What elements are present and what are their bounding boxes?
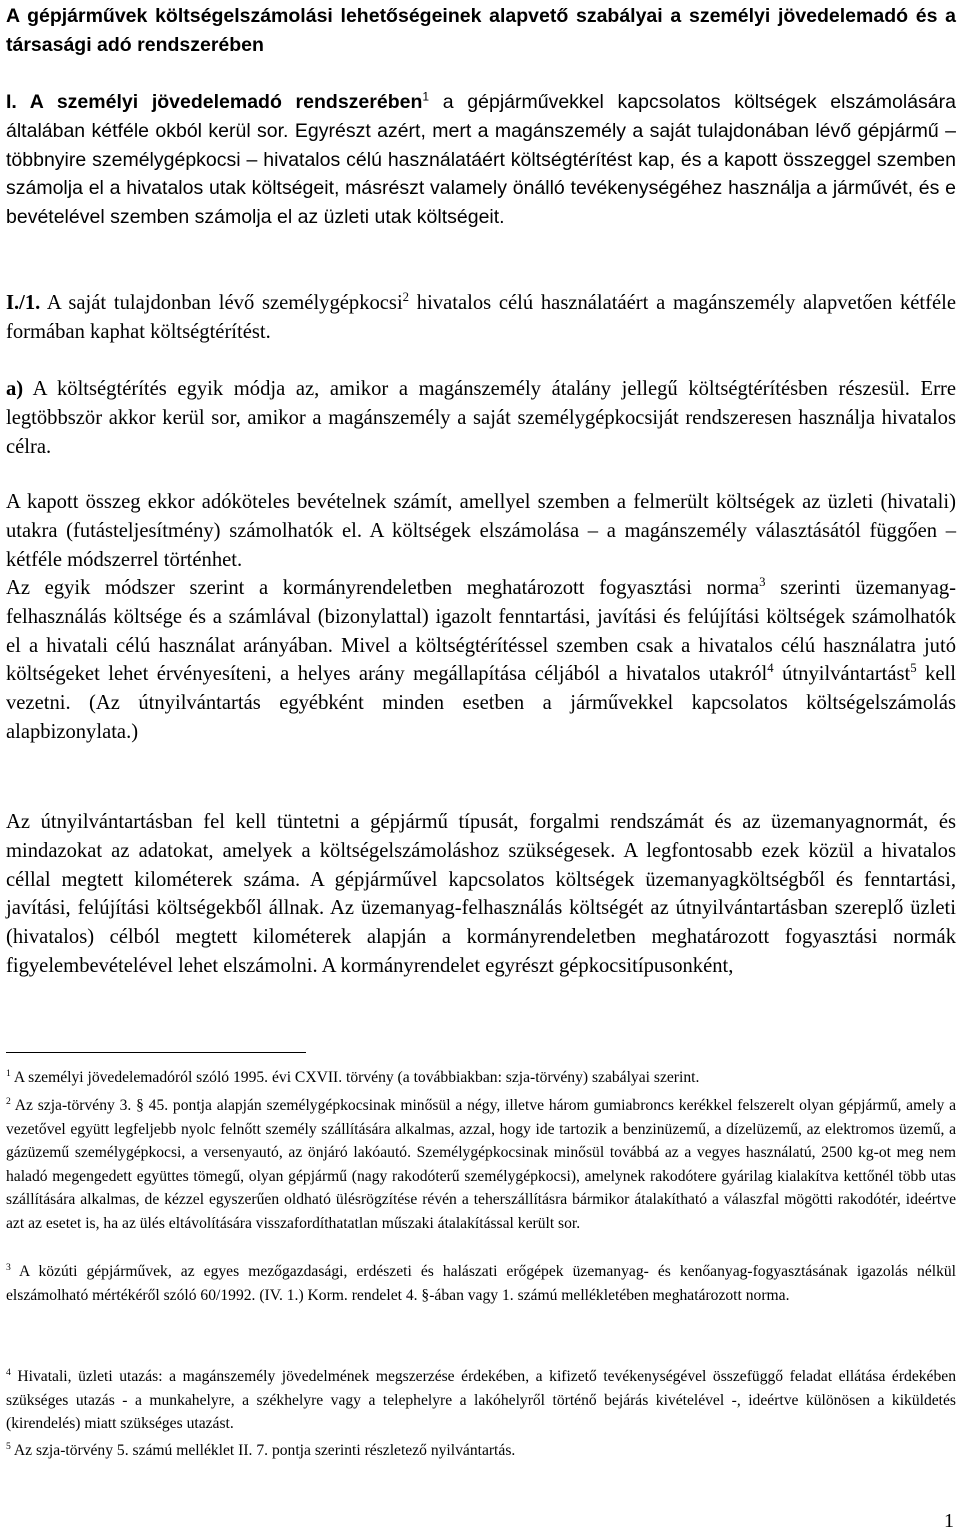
footnote-number: 1 bbox=[6, 1067, 11, 1079]
footnote-text: A közúti gépjárművek, az egyes mezőgazdasági, erdészeti és halászati erőgépek üzemanyag- és kenőanyag-fogyasztásának igazolás nélkül elszámolható mértékéről szóló 60/1992. (IV. 1.) Korm. rendelet 4. §-ában vagy 1. számú mellékletében meghatározott norma. bbox=[6, 1263, 956, 1304]
footnote-text: Az szja-törvény 5. számú melléklet II. 7. pontja szerinti részletező nyilvántartás. bbox=[10, 1442, 516, 1459]
footnote-text: Az szja-törvény 3. § 45. pontja alapján személygépkocsinak minősül a négy, illetve három gumiabroncs kerékkel felszerelt olyan gépjármű, amely a vezetővel együtt legfeljebb nyolc felnőtt személy szállítására alkalmas, azzal, hogy ide tartozik a benzinüzemű, a dízelüzemű, az elektromos üzemű, a gázüzemű személygépkocsi, a versenyautó, az önjáró lakóautó. Személygépkocsinak minősül továbbá az a vegyes használatú, 2500 kg-ot meg nem haladó megengedett együttes tömegű, olyan gépjármű (nagy rakodóterű személygépkocsi), amelynek rakodótere gyárilag kialakítva kettőnél több utas szállítására alkalmas, de kézzel egyszerűen oldható ülésrögzítése révén a teherszállításra bármikor átalakítható a válaszfal mögötti rakodótér, ideértve azt az esetet is, ha az ülés eltávolítására visszafordíthatatlan műszaki átalakítással került sor. bbox=[6, 1097, 956, 1232]
paragraph-a-text: A költségtérítés egyik módja az, amikor a magánszemély átalány jellegű költségtérítésben részesül. Erre legtöbbször akkor kerül sor, amikor a magánszemély a saját személygépkocsiját rendszeresen használja hivatalos célra. bbox=[6, 378, 956, 458]
footnote-number: 2 bbox=[6, 1095, 11, 1107]
paragraph-a bbox=[6, 375, 956, 461]
footnote-ref-1[interactable]: 1 bbox=[422, 89, 430, 104]
footnote-separator bbox=[6, 1052, 306, 1053]
section-heading-label: I. A személyi jövedelemadó rendszerében bbox=[6, 91, 423, 113]
paragraph-egyik-text-1: Az egyik módszer szerint a kormányrendeletben meghatározott fogyasztási norma bbox=[6, 577, 760, 599]
paragraph-i1-text-a: A saját tulajdonban lévő személygépkocsi bbox=[40, 292, 403, 314]
paragraph-egyik-text-3: útnyilvántartást bbox=[773, 663, 911, 686]
footnote-2 bbox=[6, 1094, 956, 1235]
footnote-3 bbox=[6, 1260, 956, 1307]
paragraph-i1 bbox=[6, 289, 956, 347]
footnote-ref-3[interactable]: 3 bbox=[759, 575, 766, 590]
footnote-text: A személyi jövedelemadóról szóló 1995. évi CXVII. törvény (a továbbiakban: szja-törvény) szabályai szerint. bbox=[10, 1069, 700, 1086]
footnote-number: 5 bbox=[6, 1440, 11, 1452]
paragraph-egyik-text-2: szerinti üzemanyag-felhasználás költsége és a számlával (bizonylattal) igazolt fenntartási, javítási és felújítási költségek számolhatók el a hivatali célú használat arányában. Mivel a költségtérítéssel szemben csak a hivatalos célú használatra jutó költségeket lehet érvényesíteni, a helyes arány megállapítása céljából a hivatalos utakról bbox=[6, 577, 956, 686]
footnote-5 bbox=[6, 1439, 956, 1463]
footnote-ref-4[interactable]: 4 bbox=[767, 661, 774, 676]
subsection-number: I./1. bbox=[6, 292, 41, 314]
paragraph-egyik-modszer bbox=[6, 574, 956, 747]
section-heading bbox=[6, 88, 956, 232]
footnote-4 bbox=[6, 1365, 956, 1436]
section-body: Egyrészt azért, mert a magánszemély a saját tulajdonában lévő gépjármű – többnyire személygépkocsi – hivatalos célú használatáért költségtérítést kap, és a kapott összeggel szemben számolja el a hivatalos utak költségeit, másrészt valamely önálló tevékenységéhez használja a járművét, és e bevételével szemben számolja el az üzleti utak költségeit. bbox=[6, 119, 957, 229]
page-number: 1 bbox=[944, 1510, 954, 1532]
paragraph-utnyilvantartas: Az útnyilvántartásban fel kell tüntetni a gépjármű típusát, forgalmi rendszámát és az üzemanyagnormát, és mindazokat az adatokat, amelyek a költségelszámoláshoz szükségesek. A legfontosabb ezek közül a hivatalos céllal megtett kilométerek száma. A gépjárművel kapcsolatos költségek üzemanyagköltségből és fenntartási, javítási, felújítási költségekből állnak. Az üzemanyag-felhasználás költségét az útnyilvántartásban szereplő üzleti (hivatalos) célból megtett kilométerek alapján a kormányrendeletben meghatározott fogyasztási normák figyelembevételével lehet elszámolni. A kormányrendelet egyrészt gépkocsitípusonként, bbox=[6, 811, 956, 977]
footnote-text: Hivatali, üzleti utazás: a magánszemély jövedelmének megszerzése érdekében, a kifizető tevékenységével összefüggő feladat ellátása érdekében szükséges utazás - a munkahelyre, a székhelyre vagy a telephelyre a lakóhelyről történő bejárás kivételével -, ideértve különösen a kiküldetés (kirendelés) miatt szükséges utazást. bbox=[6, 1368, 956, 1432]
footnote-1 bbox=[6, 1066, 956, 1090]
paragraph-egyik-text-4: kell vezetni. (Az útnyilvántartás egyébként minden esetben a járművekkel kapcsolatos költségelszámolás alapbizonylata.) bbox=[6, 663, 957, 743]
footnote-number: 4 bbox=[6, 1366, 11, 1378]
paragraph-i1-text-b: hivatalos célú használatáért a magánszemély alapvetően kétféle formában kaphat költségtérítést. bbox=[6, 292, 956, 343]
document-title: A gépjárművek költségelszámolási lehetőségeinek alapvető szabályai a személyi jövedelemadó és a társasági adó rendszerében bbox=[6, 5, 956, 56]
section-heading-rest: a gépjárművekkel kapcsolatos költségek elszámolására általában kétféle okból kerül sor. bbox=[6, 91, 956, 142]
footnote-ref-5[interactable]: 5 bbox=[910, 661, 917, 676]
footnote-ref-2[interactable]: 2 bbox=[402, 290, 410, 305]
paragraph-kapott: A kapott összeg ekkor adóköteles bevételnek számít, amellyel szemben a felmerült költségek az üzleti (hivatali) utakra (futásteljesítmény) számolhatók el. A költségek elszámolása – a magánszemély választásától függően – kétféle módszerrel történhet. bbox=[6, 491, 956, 571]
item-label-a: a) bbox=[6, 378, 24, 400]
footnote-number: 3 bbox=[6, 1261, 11, 1273]
